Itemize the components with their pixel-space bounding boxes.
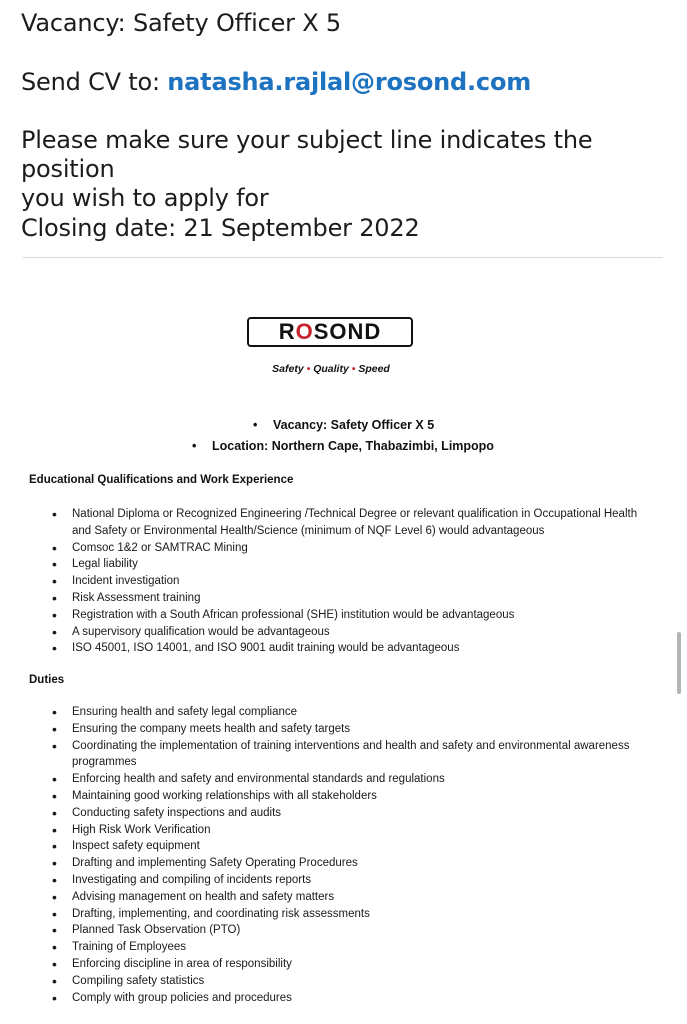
list-item: • Comply with group policies and procedures xyxy=(52,990,642,1007)
send-cv-line xyxy=(21,68,531,97)
duties-title: Duties xyxy=(29,674,65,686)
qualifications-title: Educational Qualifications and Work Experience xyxy=(29,474,294,486)
logo-text: ROSOND xyxy=(278,319,382,344)
send-cv-label: Send CV to: xyxy=(21,68,168,96)
duties-list xyxy=(52,704,642,1006)
list-item: • Coordinating the implementation of training interventions and health and safety and environmental awareness programmes xyxy=(52,738,642,772)
list-item: • Advising management on health and safety matters xyxy=(52,889,642,906)
list-item: • Planned Task Observation (PTO) xyxy=(52,922,642,939)
header-bullet-location: • Location: Northern Cape, Thabazimbi, Limpopo xyxy=(212,439,494,453)
list-item: • Inspect safety equipment xyxy=(52,838,642,855)
divider xyxy=(23,257,663,258)
email-link[interactable]: natasha.rajlal@rosond.com xyxy=(167,68,532,96)
list-item: • ISO 45001, ISO 14001, and ISO 9001 audit training would be advantageous xyxy=(52,640,642,657)
logo-tagline: Safety • Quality • Speed xyxy=(272,363,390,375)
list-item: • Drafting and implementing Safety Operating Procedures xyxy=(52,855,642,872)
list-item: • Registration with a South African professional (SHE) institution would be advantageous xyxy=(52,607,642,624)
header-bullet-vacancy: • Vacancy: Safety Officer X 5 xyxy=(273,418,434,432)
rosond-logo xyxy=(247,317,413,347)
list-item: • Ensuring health and safety legal compliance xyxy=(52,704,642,721)
list-item: • Drafting, implementing, and coordinating risk assessments xyxy=(52,906,642,923)
list-item: • High Risk Work Verification xyxy=(52,822,642,839)
list-item: • Risk Assessment training xyxy=(52,590,642,607)
list-item: • Enforcing discipline in area of responsibility xyxy=(52,956,642,973)
vacancy-line: Vacancy: Safety Officer X 5 xyxy=(21,9,341,37)
list-item: • Legal liability xyxy=(52,556,642,573)
qualifications-list xyxy=(52,506,642,657)
subject-note xyxy=(21,126,671,213)
list-item: • Comsoc 1&2 or SAMTRAC Mining xyxy=(52,540,642,557)
list-item: • Ensuring the company meets health and safety targets xyxy=(52,721,642,738)
list-item: • National Diploma or Recognized Engineering /Technical Degree or relevant qualification in Occupational Health and Safety or Environmental Health/Science (minimum of NQF Level 6) would advantageous xyxy=(52,506,642,540)
list-item: • Maintaining good working relationships with all stakeholders xyxy=(52,788,642,805)
list-item: • Incident investigation xyxy=(52,573,642,590)
closing-date: Closing date: 21 September 2022 xyxy=(21,214,420,242)
list-item: • Enforcing health and safety and environmental standards and regulations xyxy=(52,771,642,788)
scrollbar[interactable] xyxy=(677,632,681,694)
subject-note-line1: Please make sure your subject line indicates the position xyxy=(21,126,593,183)
list-item: • Conducting safety inspections and audits xyxy=(52,805,642,822)
subject-note-line2: you wish to apply for xyxy=(21,184,269,212)
list-item: • Investigating and compiling of incidents reports xyxy=(52,872,642,889)
list-item: • Training of Employees xyxy=(52,939,642,956)
list-item: • A supervisory qualification would be advantageous xyxy=(52,624,642,641)
list-item: • Compiling safety statistics xyxy=(52,973,642,990)
